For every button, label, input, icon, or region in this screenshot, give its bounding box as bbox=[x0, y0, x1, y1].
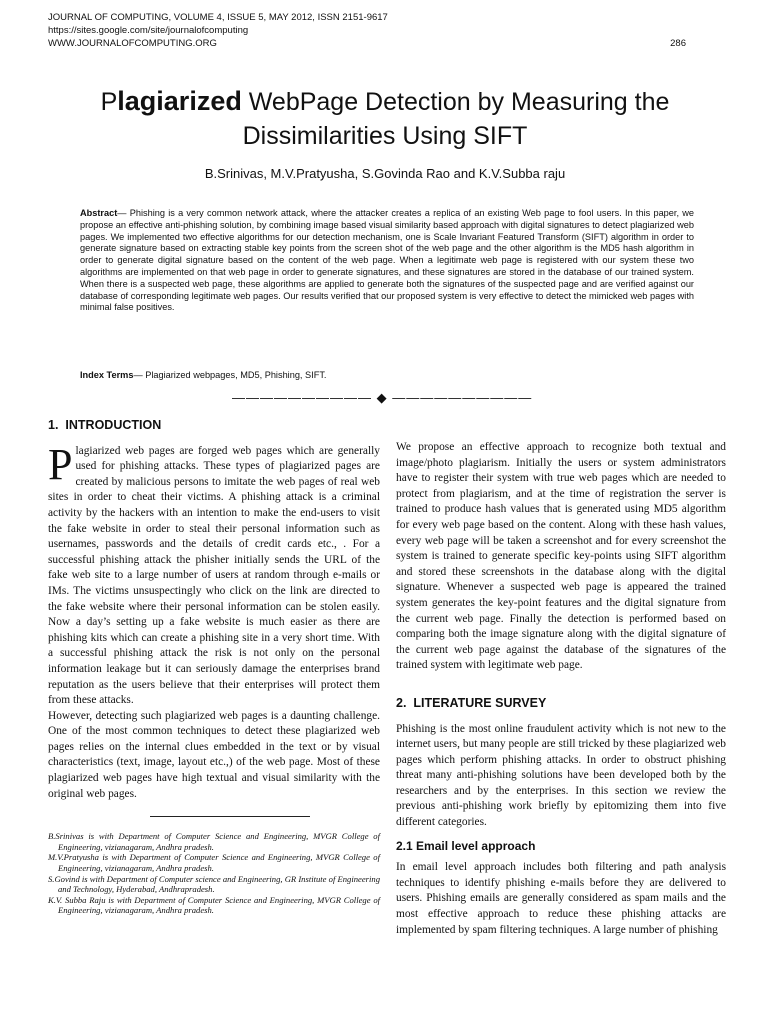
journal-site[interactable]: WWW.JOURNALOFCOMPUTING.ORG bbox=[48, 38, 217, 49]
section-divider: —————————— ◆ —————————— bbox=[232, 390, 533, 405]
intro-text-1: lagiarized web pages are forged web pages which are generally used for phishing attacks. These types of plagiarized pages are created by malicious persons to imitate the web pages of real web sites in order to cheat their victims. A phishing attack is a criminal activity by the hackers with an intention to make the end-users to visit the fake website in order to steal their personal information such as usernames, passwords and the details of credit cards etc., . For a successful phishing attack the phisher initially sends the URL of the fake web site to a large number of users at random through e-mails or IMs. The victims unsuspectingly who click on the link are directed to the fake website where their personal information can be stolen easily. Now a day’s setting up a fake website is much easier as there are phishing kits which can create a phishing site in a very short time. With a successful phishing attack the risk is not only on the personal information leakage but it can seriously damage the enterprises brand reputation as the users believe that their enterprises will protect them from these attacks. bbox=[48, 444, 380, 707]
heading-rest: ITERATURE bbox=[421, 695, 496, 710]
heading-initial: I bbox=[65, 418, 69, 432]
heading-rest: URVEY bbox=[503, 695, 547, 710]
drop-cap: P bbox=[48, 439, 73, 489]
intro-paragraph-1 bbox=[48, 439, 380, 709]
footnote: B.Srinivas is with Department of Computer Science and Engineering, MVGR College of Engineering, vizianagaram, Andhra pradesh. bbox=[48, 831, 380, 852]
page-number: 286 bbox=[670, 38, 686, 49]
index-terms bbox=[80, 370, 694, 380]
title-line2: Dissimilarities Using SIFT bbox=[242, 122, 528, 150]
intro-paragraph-2: However, detecting such plagiarized web pages is a daunting challenge. One of the most common techniques to detect these plagiarized web pages relies on the internal clues embedded in the text or by visual characteristics (text, image, layout etc.,) of the web page. Most of these plagiarized web pages have high textual and visual similarity with the original web pages. bbox=[48, 709, 380, 800]
journal-header: JOURNAL OF COMPUTING, VOLUME 4, ISSUE 5, MAY 2012, ISSN 2151-9617 bbox=[48, 12, 388, 23]
title-bold-part: lagiarized bbox=[117, 86, 242, 116]
footnote: M.V.Pratyusha is with Department of Computer Science and Engineering, MVGR College of Engineering, vizianagaram, Andhra pradesh. bbox=[48, 852, 380, 874]
right-column bbox=[396, 440, 726, 938]
literature-paragraph: Phishing is the most online fraudulent activity which is not new to the internet users, but many people are still tricked by these plagiarized web pages which perform phishing attacks. In order to obstruct phishing threat many anti-phishing solutions have been developed both by the researchers and by the enterprises. In this section we review the previous anti-phishing work briefly by epitomizing them into five different categories. bbox=[396, 722, 726, 829]
section-number: 2. bbox=[396, 695, 407, 710]
title-line1-rest: WebPage Detection by Measuring the bbox=[241, 88, 670, 116]
heading-rest: NTRODUCTION bbox=[68, 418, 162, 432]
abstract-label: Abstract bbox=[80, 208, 118, 218]
journal-url[interactable]: https://sites.google.com/site/journalofcomputing bbox=[48, 25, 249, 36]
footnote: K.V. Subba Raju is with Department of Computer Science and Engineering, MVGR College of Engineering, vizianagaram, Andhra pradesh. bbox=[48, 894, 380, 916]
footnotes bbox=[48, 831, 380, 916]
footnote-rule bbox=[150, 816, 310, 817]
index-terms-text: — Plagiarized webpages, MD5, Phishing, SIFT. bbox=[133, 370, 327, 380]
email-paragraph: In email level approach includes both filtering and path analysis techniques to identify phishing e-mails before they are delivered to users. Phishing emails are generally considered as spam mails and the most effective approach to reduce these phishing attacks are implemented by spam filtering techniques. A large number of phishing bbox=[396, 861, 726, 936]
section-heading-literature-survey bbox=[396, 696, 726, 712]
author-list: B.Srinivas, M.V.Pratyusha, S.Govinda Rao and K.V.Subba raju bbox=[204, 166, 566, 181]
footnote: S.Govind is with Department of Computer science and Engineering, GR Institute of Engineering and Technology, Hyderabad, Andhrapradesh. bbox=[48, 873, 380, 895]
index-terms-label: Index Terms bbox=[80, 370, 134, 380]
section-heading-introduction bbox=[48, 418, 380, 434]
subsection-heading-email: 2.1 Email level approach bbox=[396, 838, 536, 853]
abstract-text: — Phishing is a very common network attack, where the attacker creates a replica of an existing Web page to fool users. In this paper, we propose an effective anti-phishing solution, by combining image based visual similarity based approach with digital signatures to detect plagiarized web pages. We implemented two effective algorithms for our detection mechanism, one is Scale Invariant Featured Transform (SIFT) algorithm in order to generate signature based on extracting stable key points from the screen shot of the web page and the other algorithm is the MD5 hash algorithm in order to generate digital signature based on the content of the web page. When a legitimate web page is registered with our system these two algorithms are implemented on that web page in order to generate signatures, and these signatures are stored in the database of our trained system. When there is a suspected web page, these algorithms are applied to generate both the signatures of the suspected page and are verified against our database of corresponding legitimate web pages. Our results verified that our proposed system is very effective to detect the mimicked web pages with minimal false positives. bbox=[80, 208, 694, 313]
heading-initial: S bbox=[495, 695, 504, 710]
abstract bbox=[80, 208, 694, 314]
intro-paragraph-3: We propose an effective approach to recognize both textual and image/photo plagiarism. Initially the users or system administrators have to register their system with true web pages which are needed to protect from plagiarism, and at the time of registration the server is trained to produce hash values that is generated using MD5 algorithm for every web page based on the content. Along with these hash values, every web page will be taken a screenshot and for every screenshot the system is trained to generate specific key-points using SIFT algorithm and stored these screenshots in the database along with the digital signature. Whenever a suspected web page is appeared the trained system generates the key-point features and the digital signature from the current web page. Finally the detection is performed based on comparing both the image signature along with the digital signature of the current web page against the database of the signatures of the trained system with legitimate web page. bbox=[396, 441, 726, 672]
paper-title bbox=[40, 84, 730, 153]
left-column bbox=[48, 418, 380, 916]
section-number: 1. bbox=[48, 418, 59, 432]
heading-initial: L bbox=[413, 695, 422, 710]
title-first-letter: P bbox=[100, 88, 118, 116]
